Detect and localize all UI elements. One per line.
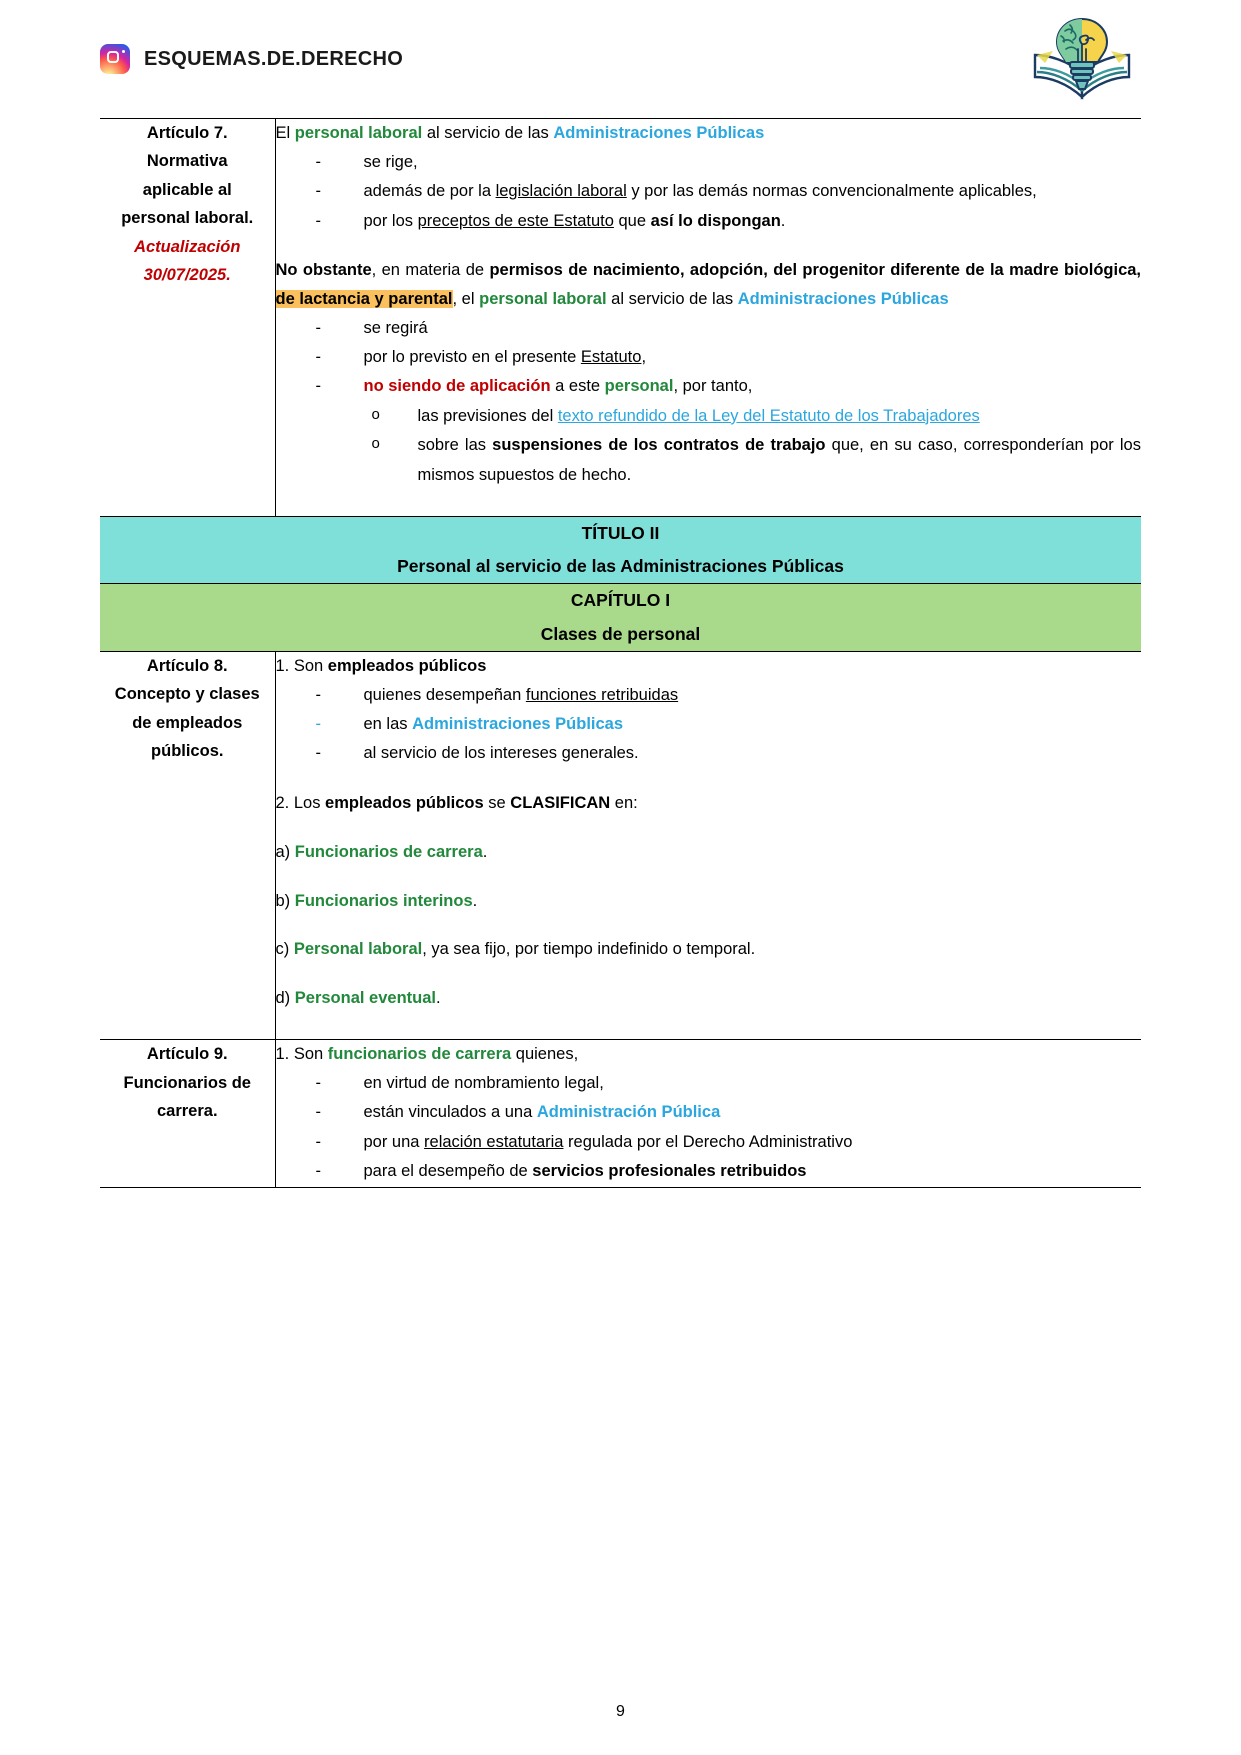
list-item (316, 1128, 1142, 1157)
a8-p2-b1: empleados públicos (325, 793, 484, 812)
articulo-8-line4: públicos. (151, 741, 224, 760)
bullet2-0-text: se regirá (363, 318, 428, 337)
noobstante-text-3: al servicio de las (606, 289, 738, 308)
articulo-7-bullets-2 (276, 314, 1142, 402)
sub-0-pre: las previsiones del (417, 406, 558, 425)
articulo-9-line3: carrera. (156, 1101, 218, 1120)
a9-p1-green: funcionarios de carrera (327, 1045, 512, 1064)
articulo-8-body-cell (275, 651, 1141, 1039)
a8-opt-d-green: Personal eventual (294, 989, 436, 1008)
sub-1-bold: suspensiones de los contratos de trabajo (492, 436, 826, 455)
spacer (276, 1013, 1142, 1039)
articulo-8-label-cell (100, 651, 275, 1039)
list-item (316, 710, 1142, 739)
articulo-8-option-a (276, 838, 1142, 867)
bullet2-1-post: , (641, 348, 647, 367)
a8-opt-b-rest: . (472, 891, 478, 910)
table-row-articulo-9 (100, 1040, 1141, 1187)
list-item (316, 1069, 1142, 1098)
intro-green-1: personal laboral (294, 124, 423, 142)
table-row-banner-capitulo (100, 584, 1141, 652)
bullet-2-underline: preceptos de este Estatuto (417, 211, 614, 230)
articulo-9-bullets (276, 1069, 1142, 1186)
brand-handle: ESQUEMAS.DE.DERECHO (144, 47, 404, 70)
a8-p2-t1: 2. Los (275, 793, 326, 812)
articulo-7-noobstante (276, 256, 1142, 314)
sub-0-link[interactable]: texto refundido de la Ley del Estatuto de los Trabajadores (557, 406, 980, 425)
articulo-9-line2: Funcionarios de (123, 1073, 251, 1092)
bullet-1-pre: además de por la (363, 182, 496, 201)
articulo-7-intro (276, 119, 1142, 148)
articulo-9-line1: Artículo 9. (146, 1045, 228, 1064)
articulo-8-option-b (276, 887, 1142, 916)
bullet-2-mid: que (613, 211, 651, 230)
articulo-8-p2 (276, 789, 1142, 818)
a8-opt-b-green: Funcionarios interinos (294, 891, 473, 910)
bullet-2-bold: así lo dispongan (650, 211, 781, 230)
list-item (316, 372, 1142, 401)
page-header (0, 0, 1241, 118)
intro-blue-1: Administraciones Públicas (553, 124, 765, 142)
noobstante-highlight: de lactancia y parental (275, 289, 453, 308)
a9-p1-t1: 1. Son (275, 1045, 328, 1064)
bullet2-2-red: no siendo de aplicación (363, 377, 551, 396)
a9-b1-blue: Administración Pública (536, 1103, 721, 1122)
a8-p1-bold: empleados públicos (327, 656, 487, 675)
a8-opt-a-letter: a) (275, 842, 291, 861)
spacer (276, 964, 1142, 984)
articulo-8-line1: Artículo 8. (146, 656, 228, 675)
a9-b0-text: en virtud de nombramiento legal, (363, 1074, 604, 1093)
bullet2-2-green: personal (604, 377, 674, 396)
list-item (316, 739, 1142, 768)
instagram-icon (100, 44, 130, 74)
table-row-articulo-8 (100, 651, 1141, 1039)
a8-b1-blue: Administraciones Públicas (412, 715, 624, 734)
articulo-8-option-d (276, 984, 1142, 1013)
articulo-8-bullets (276, 681, 1142, 769)
articulo-7-label-cell (100, 119, 275, 517)
articulo-8-line2: Concepto y clases (114, 685, 260, 704)
a8-opt-c-green: Personal laboral (293, 940, 423, 959)
articulo-8-option-c (276, 935, 1142, 964)
list-item (316, 343, 1142, 372)
bullet-2-pre: por los (363, 211, 418, 230)
a8-b1-pre: en las (363, 715, 413, 734)
bullet-2-post: . (780, 211, 786, 230)
logo-svg (1023, 11, 1141, 107)
a8-b2-text: al servicio de los intereses generales. (363, 744, 639, 763)
articulo-7-update-label: Actualización (134, 237, 241, 256)
banner-titulo-line1: TÍTULO II (581, 522, 660, 543)
brain-lightbulb-book-logo (1021, 11, 1141, 107)
a8-p2-t3: en: (610, 793, 638, 812)
bullet2-1-underline: Estatuto (580, 348, 642, 367)
articulo-7-line4: personal laboral. (121, 209, 254, 228)
a8-opt-d-rest: . (436, 989, 441, 1008)
list-item (316, 1098, 1142, 1127)
a8-p2-b2: CLASIFICAN (510, 793, 611, 812)
a8-opt-d-letter: d) (275, 989, 291, 1008)
a9-b3-pre: para el desempeño de (363, 1162, 533, 1181)
spacer (276, 769, 1142, 789)
banner-capitulo-i (100, 584, 1141, 652)
brand-block (100, 44, 403, 74)
banner-titulo-ii (100, 516, 1141, 584)
page-footer (0, 1703, 1241, 1721)
a8-opt-c-rest: , ya sea fijo, por tiempo indefinido o temporal. (422, 940, 756, 959)
a8-p2-t2: se (483, 793, 511, 812)
a8-b0-pre: quienes desempeñan (363, 685, 526, 704)
list-item (316, 148, 1142, 177)
articulo-9-label-cell (100, 1040, 275, 1187)
articulo-7-line3: aplicable al (142, 180, 232, 199)
noobstante-text-2: , el (452, 289, 480, 308)
a9-b2-pre: por una (363, 1132, 425, 1151)
a8-opt-b-letter: b) (275, 891, 291, 910)
list-item (316, 207, 1142, 236)
bullet2-2-mid: a este (550, 377, 605, 396)
list-item (316, 681, 1142, 710)
a9-b2-underline: relación estatutaria (424, 1132, 564, 1151)
articulo-7-subbullets (276, 402, 1142, 490)
page-number: 9 (616, 1703, 625, 1720)
table-row-banner-titulo (100, 516, 1141, 584)
bullet2-1-pre: por lo previsto en el presente (363, 348, 581, 367)
sub-1-pre: sobre las (417, 436, 493, 455)
banner-capitulo-line2: Clases de personal (540, 623, 701, 644)
articulo-7-line1: Artículo 7. (146, 124, 228, 142)
noobstante-bold-1: No obstante (275, 260, 372, 279)
noobstante-text-1: , en materia de (371, 260, 490, 279)
articulo-7-body-cell (275, 119, 1141, 517)
noobstante-blue-1: Administraciones Públicas (737, 289, 949, 308)
a9-b1-pre: están vinculados a una (363, 1103, 537, 1122)
sub-1-post: que, en su caso, corresponderían por los mismos supuestos de hecho. (417, 436, 1141, 484)
articulo-7-update-date: 30/07/2025. (143, 265, 231, 284)
a9-b2-post: regulada por el Derecho Administrativo (563, 1132, 853, 1151)
a8-p1-text: 1. Son (275, 656, 328, 675)
noobstante-bold-2: permisos de nacimiento, adopción, del progenitor diferente de la madre biológica, (489, 260, 1142, 279)
table-bottom-rule (100, 1187, 1141, 1188)
list-item (372, 431, 1142, 490)
articulo-7-bullets (276, 148, 1142, 236)
articulo-9-body-cell (275, 1040, 1141, 1187)
list-item (316, 1157, 1142, 1186)
intro-text-1: El (275, 124, 295, 142)
spacer (276, 915, 1142, 935)
intro-text-2: al servicio de las (422, 124, 554, 142)
bullet-0-text: se rige, (363, 152, 418, 171)
banner-capitulo-line1: CAPÍTULO I (570, 590, 671, 611)
spacer (276, 867, 1142, 887)
list-item (372, 402, 1142, 431)
bullet-1-post: y por las demás normas convencionalmente aplicables, (626, 182, 1037, 201)
articulo-8-line3: de empleados (132, 713, 243, 732)
spacer (276, 236, 1142, 256)
table-bottom-rule-row (100, 1187, 1141, 1188)
table-row-articulo-7 (100, 119, 1141, 517)
articulo-8-p1 (276, 652, 1142, 681)
a8-b0-underline: funciones retribuidas (525, 685, 679, 704)
articulo-9-p1 (276, 1040, 1142, 1069)
bullet-1-underline: legislación laboral (495, 182, 627, 201)
a8-opt-a-green: Funcionarios de carrera (294, 842, 483, 861)
a9-p1-t2: quienes, (511, 1045, 579, 1064)
bullet2-2-post: , por tanto, (673, 377, 753, 396)
spacer (276, 490, 1142, 516)
list-item (316, 177, 1142, 206)
content-table (100, 118, 1141, 1188)
spacer (276, 818, 1142, 838)
a9-b3-bold: servicios profesionales retribuidos (532, 1162, 807, 1181)
a8-opt-a-rest: . (482, 842, 488, 861)
list-item (316, 314, 1142, 343)
banner-titulo-line2: Personal al servicio de las Administraciones Públicas (397, 556, 844, 577)
articulo-7-line2: Normativa (146, 152, 228, 171)
noobstante-green-1: personal laboral (479, 289, 607, 308)
a8-opt-c-letter: c) (275, 940, 290, 959)
